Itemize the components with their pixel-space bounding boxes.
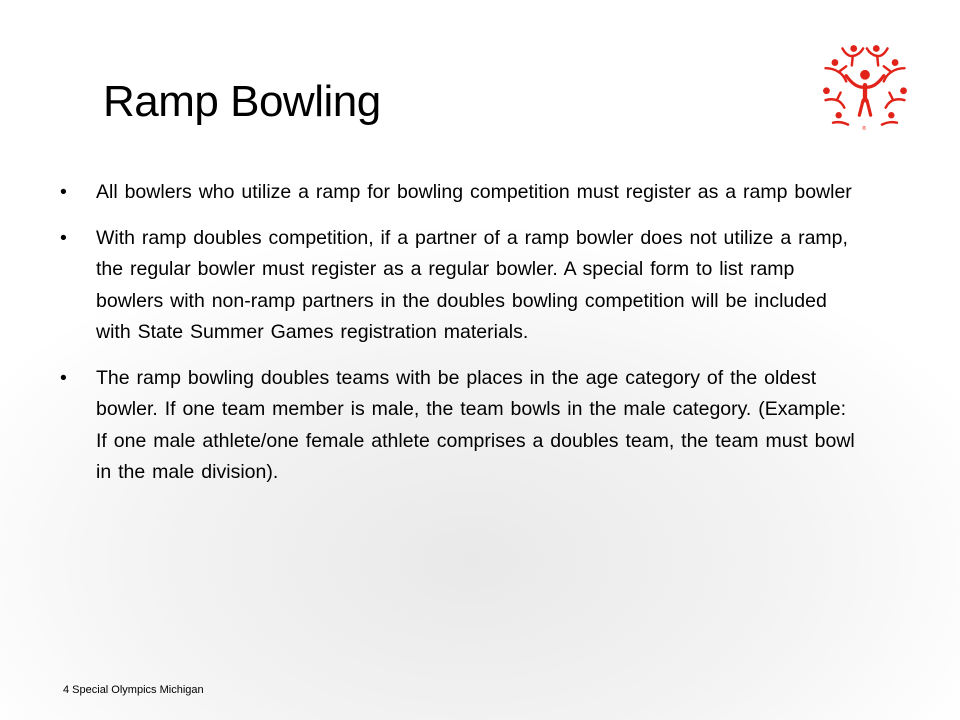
- bullet-item: [60, 223, 860, 349]
- logo-figure-bottom-left: [833, 112, 848, 125]
- logo-figure-upper-left: [826, 59, 847, 81]
- bullet-text: All bowlers who utilize a ramp for bowling competition must register as a ramp bowler: [96, 181, 852, 203]
- slide-title: Ramp Bowling: [103, 77, 381, 126]
- bullet-text: With ramp doubles competition, if a partner of a ramp bowler does not utilize a ramp, the regular bowler must register as a regular bowler. A special form to list ramp bowlers with non-ramp partners in the doubles bowling competition will be included with State Summer Games registration materials.: [96, 226, 848, 343]
- logo-figure-lower-left: [823, 87, 844, 107]
- bullet-item: [60, 177, 860, 209]
- slide-footer: 4 Special Olympics Michigan: [63, 684, 204, 696]
- logo-figure-bottom-right: [882, 112, 897, 125]
- bullet-mark: •: [60, 226, 67, 249]
- logo-figure-top-right: [867, 45, 888, 65]
- logo-figure-center: [846, 70, 884, 115]
- bullet-mark: •: [60, 366, 67, 389]
- logo-figure-top-left: [842, 45, 863, 65]
- bullet-list: [60, 177, 860, 503]
- registered-mark: ®: [862, 126, 867, 133]
- bullet-item: [60, 363, 860, 489]
- special-olympics-logo-icon: [818, 40, 912, 134]
- bullet-text: The ramp bowling doubles teams with be places in the age category of the oldest bowler. If one team member is male, the team bowls in the male category. (Example: If one male athlete/one female athlete comprises a doubles team, the team must bowl in the male division).: [96, 366, 855, 483]
- logo-figure-upper-right: [884, 59, 905, 81]
- logo-figure-lower-right: [886, 87, 907, 107]
- bullet-mark: •: [60, 181, 67, 203]
